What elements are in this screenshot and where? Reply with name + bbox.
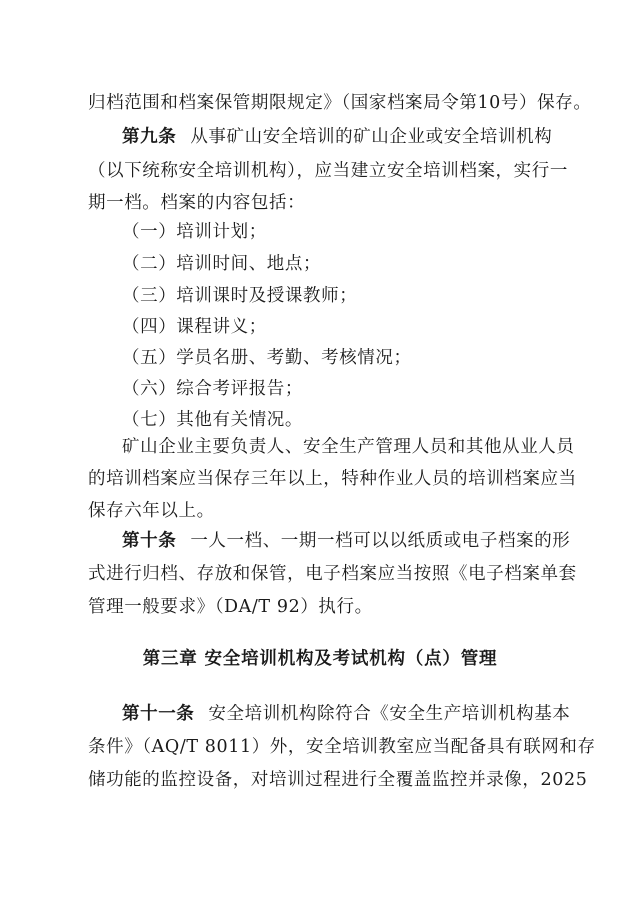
paragraph-line: 管理一般要求》（DA/T 92）执行。 — [88, 597, 373, 617]
article-11-title: 第十一条 — [122, 704, 195, 724]
list-item: （六）综合考评报告； — [122, 379, 303, 399]
article-10-title: 第十条 — [122, 531, 177, 551]
list-item: （二）培训时间、地点； — [122, 254, 322, 274]
article-11-text: 安全培训机构除符合《安全生产培训机构基本 — [208, 704, 571, 724]
list-item: （四）课程讲义； — [122, 317, 267, 337]
paragraph-line: 储功能的监控设备，对培训过程进行全覆盖监控并录像，2025 — [88, 770, 588, 790]
article-10-text: 一人一档、一期一档可以以纸质或电子档案的形 — [190, 531, 571, 551]
article-10-first-line — [122, 530, 592, 552]
list-item: （七）其他有关情况。 — [122, 410, 303, 430]
article-9-text: 从事矿山安全培训的矿山企业或安全培训机构 — [190, 127, 553, 147]
list-item: （五）学员名册、考勤、考核情况； — [122, 348, 412, 368]
paragraph-line: 保存六年以上。 — [88, 501, 215, 521]
paragraph-line: 矿山企业主要负责人、安全生产管理人员和其他从业人员 — [122, 437, 575, 457]
chapter-heading: 第三章 安全培训机构及考试机构（点）管理 — [142, 649, 498, 669]
paragraph-line: 条件》（AQ/T 8011）外，安全培训教室应当配备具有联网和存 — [88, 737, 596, 757]
article-9-title: 第九条 — [122, 127, 177, 147]
paragraph-line: 式进行归档、存放和保管，电子档案应当按照《电子档案单套 — [88, 564, 577, 584]
paragraph-line: 期一档。档案的内容包括： — [88, 193, 306, 213]
article-9-first-line — [122, 126, 592, 148]
paragraph-line: 归档范围和档案保管期限规定》（国家档案局令第10号）保存。 — [88, 93, 592, 113]
article-11-first-line — [122, 703, 592, 725]
list-item: （三）培训课时及授课教师； — [122, 286, 358, 306]
list-item: （一）培训计划； — [122, 222, 267, 242]
paragraph-line: 的培训档案应当保存三年以上，特种作业人员的培训档案应当 — [88, 469, 577, 489]
paragraph-line: （以下统称安全培训机构），应当建立安全培训档案，实行一 — [88, 161, 568, 181]
